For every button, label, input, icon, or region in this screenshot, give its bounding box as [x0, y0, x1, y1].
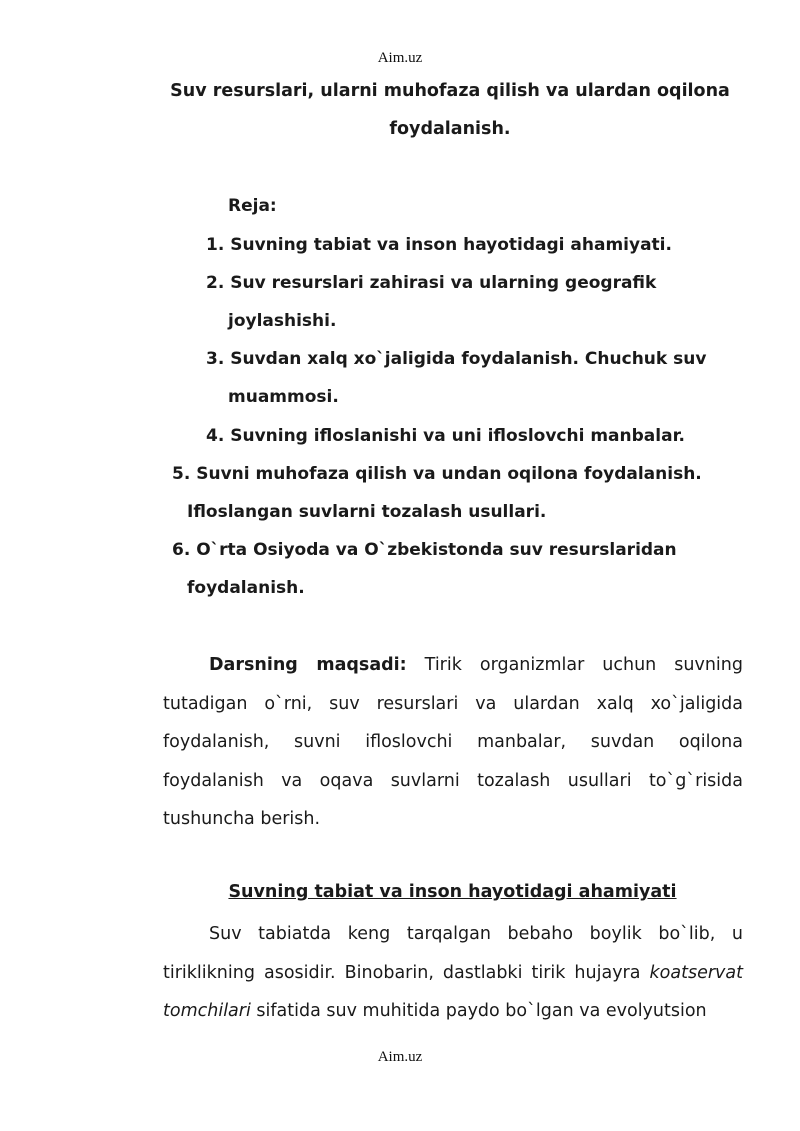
- plan-item-text: Suvni muhofaza qilish va undan oqilona foydalanish.: [196, 464, 702, 484]
- plan-item-number: 3.: [206, 349, 225, 369]
- section-text-italic: koatservat tomchilari: [163, 962, 743, 1021]
- section-text-part2: sifatida suv muhitida paydo bo`lgan va evolyutsion: [256, 1001, 707, 1021]
- title-line-2: foydalanish.: [389, 119, 511, 139]
- document-title: [140, 72, 760, 148]
- section-text-part1: Suv tabiatda keng tarqalgan bebaho boylik bo`lib, u tiriklikning asosidir. Binobarin, dastlabki tirik hujayra: [163, 924, 743, 983]
- plan-item-3-cont: muammosi.: [228, 387, 339, 407]
- plan-item-2-cont: joylashishi.: [228, 311, 337, 331]
- objective-paragraph: [163, 646, 743, 839]
- title-line-1: Suv resurslari, ularni muhofaza qilish va ulardan oqilona: [170, 81, 730, 101]
- section-heading: Suvning tabiat va inson hayotidagi ahamiyati: [228, 882, 677, 902]
- plan-item-5: [172, 462, 702, 486]
- page-header: Aim.uz: [377, 50, 423, 66]
- objective-text: Tirik organizmlar uchun suvning tutadigan o`rni, suv resurslari va ulardan xalq xo`jaligida foydalanish, suvni ifloslovchi manbalar, suvdan oqilona foydalanish va oqava suvlarni tozalash usullari to`g`risida tushuncha berish.: [163, 655, 743, 829]
- plan-item-4: [206, 424, 685, 448]
- page-footer: Aim.uz: [377, 1049, 423, 1065]
- plan-item-number: 2.: [206, 273, 225, 293]
- plan-heading: Reja:: [228, 196, 277, 216]
- plan-item-text: Suvdan xalq xo`jaligida foydalanish. Chuchuk suv: [230, 349, 707, 369]
- plan-item-6-cont: foydalanish.: [187, 578, 305, 598]
- plan-item-text: Suvning ifloslanishi va uni ifloslovchi manbalar.: [230, 426, 685, 446]
- plan-item-number: 1.: [206, 235, 225, 255]
- section-paragraph: [163, 915, 743, 1031]
- plan-item-6: [172, 538, 677, 562]
- plan-item-number: 4.: [206, 426, 225, 446]
- plan-item-3: [206, 347, 706, 371]
- plan-item-text: O`rta Osiyoda va O`zbekistonda suv resurslaridan: [196, 540, 677, 560]
- plan-item-text: Suvning tabiat va inson hayotidagi ahamiyati.: [230, 235, 672, 255]
- plan-item-5-cont: Ifloslangan suvlarni tozalash usullari.: [187, 502, 547, 522]
- plan-item-number: 5.: [172, 464, 191, 484]
- plan-item-2: [206, 271, 656, 295]
- plan-item-text: Suv resurslari zahirasi va ularning geografik: [230, 273, 657, 293]
- objective-label: Darsning maqsadi:: [209, 655, 407, 675]
- plan-item-1: [206, 233, 672, 257]
- plan-item-number: 6.: [172, 540, 191, 560]
